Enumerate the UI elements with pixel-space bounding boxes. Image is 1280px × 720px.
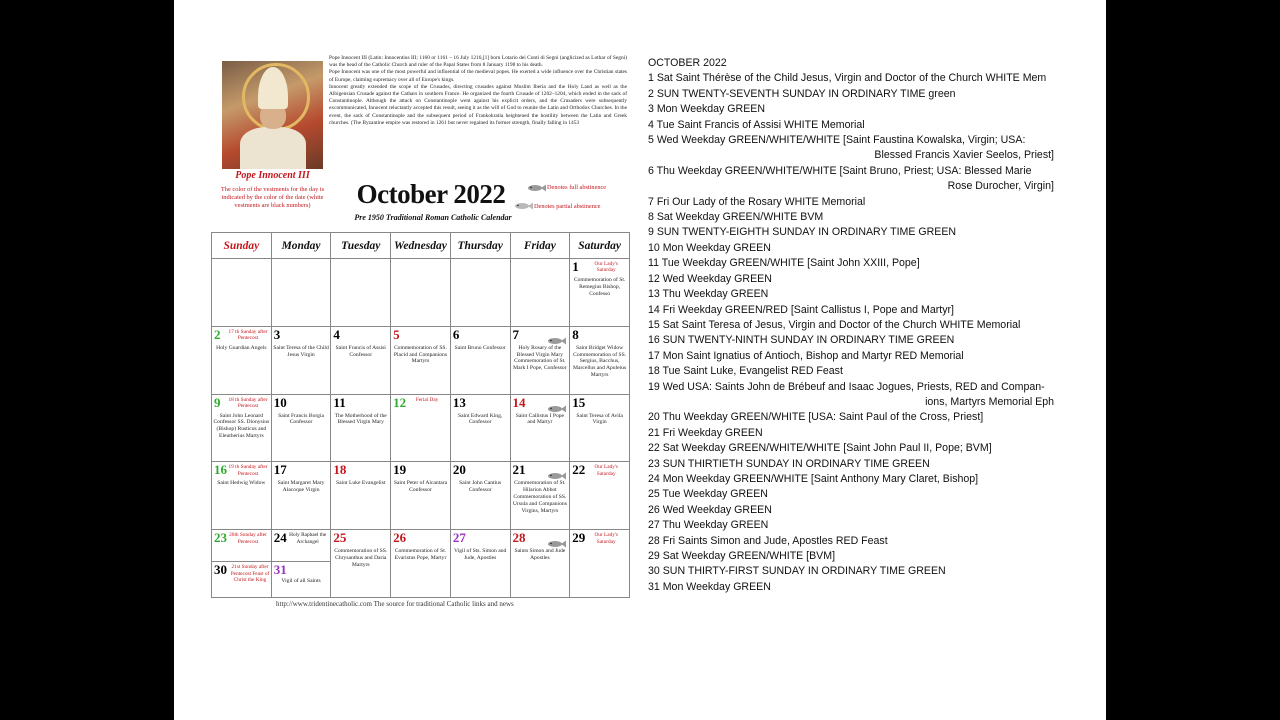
day-number: 14 xyxy=(512,394,526,410)
day-number: 25 xyxy=(333,530,347,546)
feast-text: Holy Guardian Angels xyxy=(216,344,267,351)
bio-paragraph: Pope Innocent III (Latin: Innocentius III; 1160 or 1161 – 16 July 1216,[1] born Lotario dei Conti di Segni (anglicized as Lothar of Segni) was the head of the Catholic Church and ruler of the Papal States from 8 January 1198 to his death. xyxy=(329,55,627,69)
source-url-line: http://www.tridentinecatholic.com The source for traditional Catholic links and news xyxy=(276,600,514,608)
calendar-day-cell xyxy=(271,394,331,462)
calendar-day-cell xyxy=(331,394,391,462)
calendar-day-cell xyxy=(570,326,630,394)
ordo-line-continuation: ions, Martyrs Memorial Eph xyxy=(925,395,1054,408)
document-page xyxy=(174,0,1106,720)
feast-text: Commemoration of St. Evaristus Pope, Martyr xyxy=(394,548,447,561)
calendar-week-row xyxy=(212,394,630,462)
day-number: 29 xyxy=(572,530,586,546)
feast-text: Saint Hedwig Widow xyxy=(217,480,266,487)
calendar-day-cell xyxy=(391,259,451,327)
feast-text: Saint Peter of Alcantara Confessor xyxy=(393,480,448,494)
ordo-line: 7 Fri Our Lady of the Rosary WHITE Memorial xyxy=(648,195,866,208)
ordo-line: 20 Thu Weekday GREEN/WHITE [USA: Saint Paul of the Cross, Priest] xyxy=(648,411,984,424)
abstinence-fish-icon xyxy=(546,400,566,408)
feast-text: Saint Edward King, Confessor xyxy=(458,412,503,426)
full-abstinence-fish-icon xyxy=(526,184,546,192)
weekday-header: Saturday xyxy=(570,233,630,259)
calendar-day-cell xyxy=(450,259,510,327)
ordo-line: 12 Wed Weekday GREEN xyxy=(648,272,772,285)
calendar-day-cell xyxy=(570,394,630,462)
ordo-line: 26 Wed Weekday GREEN xyxy=(648,503,772,516)
calendar-day-cell xyxy=(450,326,510,394)
calendar-day-cell xyxy=(212,462,272,530)
ordo-text-list xyxy=(648,56,1054,595)
calendar-day-cell xyxy=(570,259,630,327)
feast-text: Saint Margaret Mary Alacoque Virgin xyxy=(277,480,325,494)
calendar-week-row xyxy=(212,530,630,598)
calendar-day-cell xyxy=(331,462,391,530)
calendar-day-cell xyxy=(570,530,630,598)
ordo-line: 8 Sat Weekday GREEN/WHITE BVM xyxy=(648,211,824,224)
ordo-line: 6 Thu Weekday GREEN/WHITE/WHITE [Saint Bruno, Priest; USA: Blessed Marie xyxy=(648,164,1032,177)
ordo-line: 16 SUN TWENTY-NINTH SUNDAY IN ORDINARY TIME GREEN xyxy=(648,334,955,347)
calendar-day-cell xyxy=(450,462,510,530)
day-number: 11 xyxy=(333,394,346,410)
calendar-day-cell xyxy=(450,394,510,462)
calendar-week-row xyxy=(212,259,630,327)
abstinence-fish-icon xyxy=(546,535,566,543)
ordo-line: 29 Sat Weekday GREEN/WHITE [BVM] xyxy=(648,550,836,562)
month-title: October 2022 xyxy=(356,179,506,209)
day-number: 24 xyxy=(273,530,287,546)
feast-text: Saint Teresa of Avila Virgin xyxy=(576,412,623,426)
ordo-line: 1 Sat Saint Thérèse of the Child Jesus, Virgin and Doctor of the Church WHITE Mem xyxy=(648,72,1047,85)
calendar-image xyxy=(211,47,630,608)
feast-text: Commemoration of St. Remegius Bishop, Confesso xyxy=(573,277,626,297)
ordo-line: 11 Tue Weekday GREEN/WHITE [Saint John XXIII, Pope] xyxy=(648,257,920,270)
weekday-header: Friday xyxy=(510,233,570,259)
liturgical-note: 20th Sunday after Pentecost xyxy=(229,532,267,545)
pope-portrait xyxy=(222,61,323,169)
liturgical-note: 19 th Sunday after Pentecost xyxy=(228,464,268,477)
bio-paragraph: Pope Innocent was one of the most powerful and influential of the medieval popes. He exerted a wide influence over the Christian states of Europe, claiming supremacy over all of Europe's kings. xyxy=(329,69,627,83)
feast-text: Saint Bruno Confessor xyxy=(454,344,506,351)
liturgical-note: Ferial Day xyxy=(415,396,439,403)
day-number: 26 xyxy=(393,530,407,546)
day-number: 28 xyxy=(512,530,526,546)
day-number: 2 xyxy=(214,326,221,342)
ordo-line: 15 Sat Saint Teresa of Jesus, Virgin and Doctor of the Church WHITE Memorial xyxy=(648,318,1021,331)
day-number: 22 xyxy=(572,462,586,478)
ordo-line: 18 Tue Saint Luke, Evangelist RED Feast xyxy=(648,365,843,378)
calendar-day-cell xyxy=(212,561,271,594)
liturgical-note: 18 th Sunday after Pentecost xyxy=(228,396,268,409)
ordo-line: 21 Fri Weekday GREEN xyxy=(648,426,763,439)
liturgical-note: Our Lady's Saturday xyxy=(594,464,618,477)
calendar-day-cell xyxy=(331,530,391,598)
calendar-day-cell xyxy=(212,326,272,394)
liturgical-note: 17 th Sunday after Pentecost xyxy=(228,328,268,342)
calendar-day-cell xyxy=(391,530,451,598)
pope-biography xyxy=(329,55,627,127)
feast-text: Vigil of all Saints xyxy=(281,578,321,585)
weekday-header: Sunday xyxy=(212,233,272,259)
calendar-day-cell xyxy=(271,462,331,530)
weekday-header: Tuesday xyxy=(331,233,391,259)
ordo-line: 4 Tue Saint Francis of Assisi WHITE Memorial xyxy=(648,118,865,131)
ordo-line: 13 Thu Weekday GREEN xyxy=(648,288,769,301)
liturgical-note: Our Lady's Saturday xyxy=(594,532,618,545)
ordo-line: 2 SUN TWENTY-SEVENTH SUNDAY IN ORDINARY TIME green xyxy=(648,87,956,100)
feast-text: Saint Luke Evangelist xyxy=(336,480,386,487)
liturgical-note: Our Lady's Saturday xyxy=(594,261,618,274)
feast-text: Saint Francis of Assisi Confessor xyxy=(335,344,386,358)
day-number: 9 xyxy=(214,394,221,410)
feast-text: Saint Bridget Widow Commemoration of SS. Sergius, Bacchus, Marcellus and Apuleius Martyrs xyxy=(573,344,627,378)
calendar-day-cell xyxy=(272,561,331,594)
day-number: 18 xyxy=(333,462,347,478)
ordo-line: 27 Thu Weekday GREEN xyxy=(648,519,769,532)
feast-text: Saint Teresa of the Child Jesus Virgin xyxy=(273,344,329,358)
ordo-line: 23 SUN THIRTIETH SUNDAY IN ORDINARY TIME GREEN xyxy=(648,457,930,470)
ordo-line: 24 Mon Weekday GREEN/WHITE [Saint Anthony Mary Claret, Bishop] xyxy=(648,472,979,485)
legend-full-abstinence: Denotes full abstinence xyxy=(547,184,607,191)
ordo-line: 10 Mon Weekday GREEN xyxy=(648,241,771,254)
liturgical-note: 21st Sunday after Pentecost Feast of Christ the King xyxy=(230,564,270,583)
abstinence-fish-icon xyxy=(546,467,566,475)
calendar-day-cell xyxy=(391,394,451,462)
vestment-note: The color of the vestments for the day is indicated by the color of the date (white vestments are black numbers) xyxy=(220,186,325,209)
calendar-day-cell xyxy=(331,326,391,394)
day-number: 3 xyxy=(273,326,281,342)
ordo-line: 30 SUN THIRTY-FIRST SUNDAY IN ORDINARY TIME GREEN xyxy=(648,565,946,578)
day-number: 16 xyxy=(214,462,227,478)
day-number: 20 xyxy=(452,462,466,478)
calendar-grid xyxy=(211,232,630,598)
day-number: 17 xyxy=(273,462,287,478)
ordo-line: 5 Wed Weekday GREEN/WHITE/WHITE [Saint Faustina Kowalska, Virgin; USA: xyxy=(648,134,1026,147)
feast-text: Commemoration of SS. Placid and Companions Martyrs xyxy=(393,344,448,365)
day-number: 8 xyxy=(572,326,579,342)
day-number: 19 xyxy=(393,462,407,478)
day-number: 12 xyxy=(393,394,407,410)
calendar-day-cell xyxy=(271,326,331,394)
weekday-header-row xyxy=(212,233,630,259)
day-number: 15 xyxy=(572,394,586,410)
day-number: 27 xyxy=(452,530,466,546)
pope-name: Pope Innocent III xyxy=(235,170,310,181)
ordo-line: 22 Sat Weekday GREEN/WHITE/WHITE [Saint John Paul II, Pope; BVM] xyxy=(648,442,992,455)
feast-text: Vigil of Sts. Simon and Jude, Apostles xyxy=(453,548,507,561)
weekday-header: Wednesday xyxy=(391,233,451,259)
ordo-line: 25 Tue Weekday GREEN xyxy=(648,488,768,501)
calendar-day-cell xyxy=(510,530,570,598)
feast-text: Commemoration of St. Hilarion Abbot Commemoration of SS. Ursula and Companions Virgins, Martyrs xyxy=(512,480,567,514)
calendar-week-row xyxy=(212,462,630,530)
calendar-day-cell xyxy=(212,530,272,598)
ordo-line: OCTOBER 2022 xyxy=(648,57,727,69)
weekday-header: Thursday xyxy=(450,233,510,259)
ordo-line-continuation: Blessed Francis Xavier Seelos, Priest] xyxy=(874,149,1054,162)
ordo-line: 19 Wed USA: Saints John de Brébeuf and Isaac Jogues, Priests, RED and Compan- xyxy=(648,380,1045,393)
ordo-line: 9 SUN TWENTY-EIGHTH SUNDAY IN ORDINARY TIME GREEN xyxy=(648,226,957,239)
calendar-day-cell xyxy=(212,259,272,327)
day-number: 23 xyxy=(214,530,227,546)
ordo-line: 14 Fri Weekday GREEN/RED [Saint Callistus I, Pope and Martyr] xyxy=(648,303,954,316)
calendar-day-cell xyxy=(510,259,570,327)
calendar-day-cell xyxy=(331,259,391,327)
legend-partial-abstinence: Denotes partial abstinence xyxy=(534,203,601,210)
calendar-day-cell xyxy=(271,259,331,327)
day-number: 5 xyxy=(393,326,400,342)
calendar-day-cell xyxy=(570,462,630,530)
day-number: 1 xyxy=(572,259,579,274)
day-number: 10 xyxy=(273,394,287,410)
feast-text: Saints Simon and Jude Apostles xyxy=(514,548,566,561)
calendar-day-cell xyxy=(510,462,570,530)
day-number: 21 xyxy=(512,462,526,478)
calendar-day-cell xyxy=(450,530,510,598)
ordo-line: 28 Fri Saints Simon and Jude, Apostles RED Feast xyxy=(648,534,888,547)
weekday-header: Monday xyxy=(271,233,331,259)
calendar-day-cell xyxy=(271,530,331,598)
ordo-line: 31 Mon Weekday GREEN xyxy=(648,580,771,593)
day-number: 4 xyxy=(333,326,340,342)
feast-text: Commemoration of SS. Chrysanthus and Daria Martyrs xyxy=(334,548,388,568)
calendar-day-cell xyxy=(510,394,570,462)
day-number: 31 xyxy=(273,562,287,578)
calendar-day-cell xyxy=(510,326,570,394)
calendar-day-cell xyxy=(391,326,451,394)
calendar-subtitle: Pre 1950 Traditional Roman Catholic Calendar xyxy=(354,213,512,222)
ordo-line: 17 Mon Saint Ignatius of Antioch, Bishop and Martyr RED Memorial xyxy=(648,349,964,362)
liturgical-note: Holy Raphael the Archangel xyxy=(289,532,327,545)
feast-text: Saint John Cantius Confessor xyxy=(459,480,502,494)
calendar-body xyxy=(212,259,630,598)
feast-text: Holy Rosary of the Blessed Virgin Mary Commemoration of St. Mark I Pope, Confessor xyxy=(513,344,567,372)
partial-abstinence-fish-icon xyxy=(513,202,533,210)
day-number: 6 xyxy=(452,326,460,342)
day-number: 30 xyxy=(214,562,227,578)
calendar-day-cell xyxy=(212,394,272,462)
calendar-week-row xyxy=(212,326,630,394)
feast-text: Saint Francis Borgia Confessor xyxy=(278,412,324,426)
feast-text: Saint Callistus I Pope and Martyr xyxy=(515,412,565,426)
feast-text: Saint John Leonard Confessor SS. Dionysius (Bishop) Rusticus and Eleutherius Martyrs xyxy=(213,412,270,439)
calendar-day-cell xyxy=(391,462,451,530)
ordo-line-continuation: Rose Durocher, Virgin] xyxy=(947,180,1054,193)
feast-text: The Motherhood of the Blessed Virgin Mary xyxy=(334,412,387,426)
bio-paragraph: Innocent greatly extended the scope of the Crusades, directing crusades against Muslim Iberia and the Holy Land as well as the Albigensian Crusade against the Cathars in southern France. He organized the fourth Crusade of 1202–1204, which ended in the sack of Constantinople. Although the attack on Constantinople went against his explicit orders, and the Crusaders were subsequently excommunicated, Innocent reluctantly accepted this result, seeing it as the will of God to reunite the Latin and Orthodox Churches. In the event, the sack of Constantinople and the subsequent period of Frankokratia heightened the hostility between the Latin and Greek churches. (The Byzantine empire was restored in 1261 but never regained its former strength, finally falling in 1453 xyxy=(329,83,627,126)
abstinence-fish-icon xyxy=(546,332,566,340)
day-number: 13 xyxy=(452,394,466,410)
robe-shape xyxy=(240,127,306,169)
ordo-line: 3 Mon Weekday GREEN xyxy=(648,103,765,116)
day-number: 7 xyxy=(512,326,520,342)
